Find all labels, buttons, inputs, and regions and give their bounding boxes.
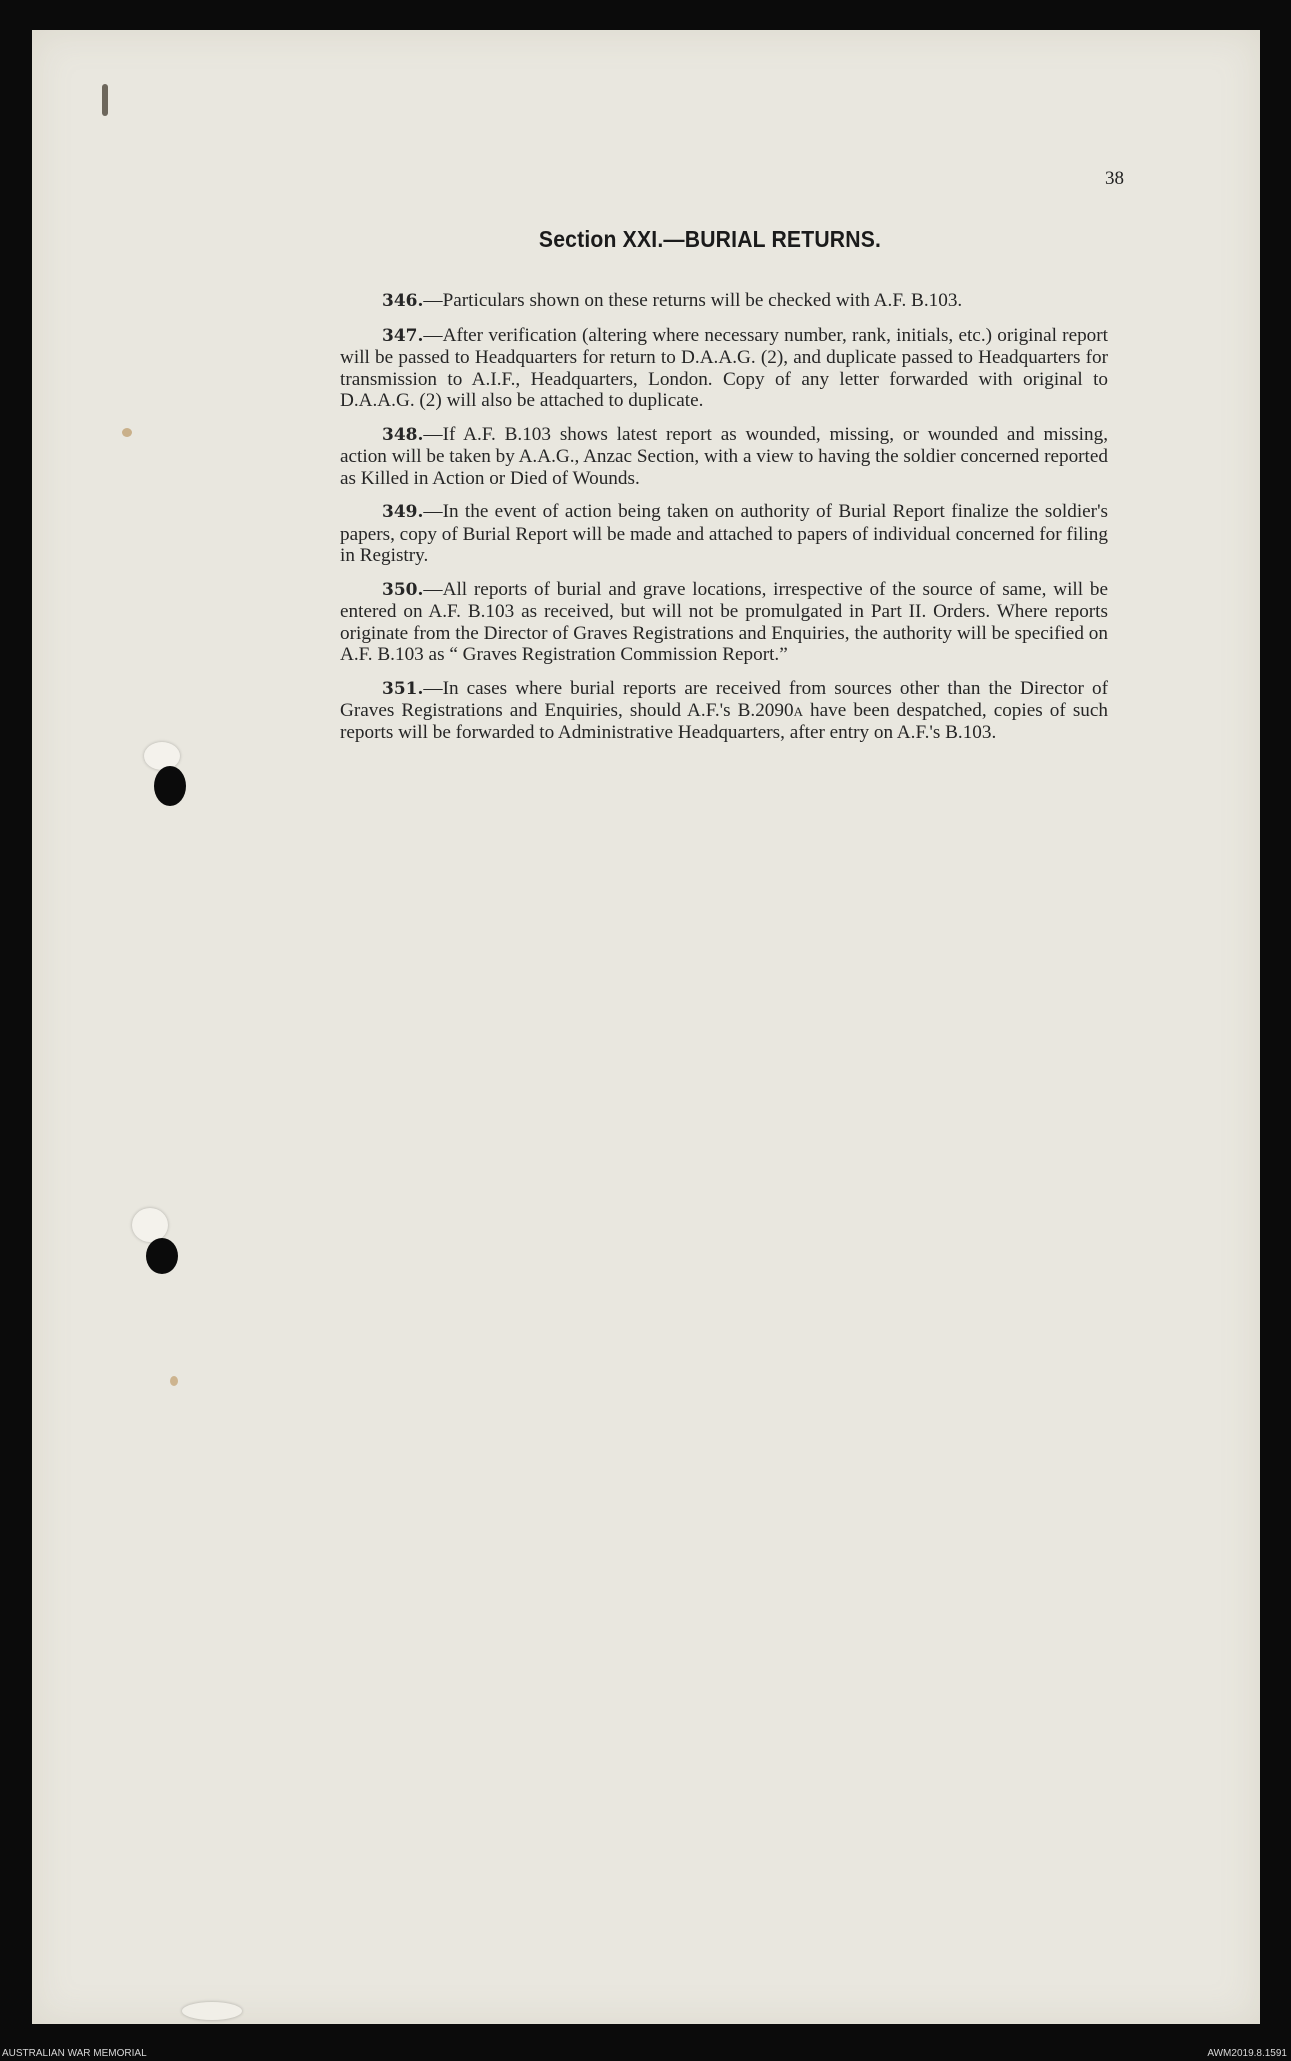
- paragraph-text: —After verification (altering where necessary number, rank, initials, etc.) original report will be passed to Headquarters for return to D.A.A.G. (2), and duplicate passed to Headquarters for transmission to A.I.F., Headquarters, London. Copy of any letter forwarded with original to D.A.A.G. (2) will also be attached to duplicate.: [340, 324, 1108, 411]
- paragraph-text: —All reports of burial and grave locations, irrespective of the source of same, will be entered on A.F. B.103 as received, but will not be promulgated in Part II. Orders. Where reports originate from the Director of Graves Registrations and Enquiries, the authority will be specified on A.F. B.103 as “ Graves Registration Commission Report.”: [340, 578, 1108, 665]
- paragraph-348: [340, 424, 1108, 490]
- punch-hole-tear-bottom: [132, 1208, 168, 1242]
- paragraph-text-small-caps: a: [793, 700, 803, 721]
- paragraph-number: 348.: [382, 424, 424, 445]
- paragraph-346: [340, 290, 1108, 313]
- paragraph-text: —Particulars shown on these returns will be checked with A.F. B.103.: [423, 290, 963, 311]
- footer-accession-number: AWM2019.8.1591: [1207, 2048, 1287, 2059]
- paragraph-347: [340, 325, 1108, 412]
- footer-credit: AUSTRALIAN WAR MEMORIAL: [2, 2048, 147, 2059]
- paragraph-text: —In cases where burial reports are received from sources other than the Director of Graves Registrations and Enquiries, should A.F.'s B.2090: [340, 677, 1108, 721]
- document-body: [340, 290, 1108, 755]
- edge-tear-bottom: [182, 2002, 242, 2020]
- paragraph-number: 347.: [382, 325, 424, 346]
- paragraph-text: have been despatched, copies of such reports will be forwarded to Administrative Headquarters, after entry on A.F.'s B.103.: [340, 700, 1108, 743]
- stain-spot: [102, 84, 108, 116]
- page-number: 38: [1105, 168, 1124, 189]
- stain-spot: [170, 1376, 178, 1386]
- paragraph-number: 346.: [382, 291, 424, 311]
- paragraph-text: —If A.F. B.103 shows latest report as wounded, missing, or wounded and missing, action will be taken by A.A.G., Anzac Section, with a view to having the soldier concerned reported as Killed in Action or Died of Wounds.: [340, 423, 1108, 489]
- paragraph-349: [340, 501, 1108, 567]
- paragraph-text: —In the event of action being taken on authority of Burial Report finalize the soldier's papers, copy of Burial Report will be made and attached to papers of individual concerned for filing in Registry.: [340, 501, 1108, 566]
- punch-hole-tear-top: [144, 742, 180, 770]
- punch-hole-top: [154, 766, 186, 806]
- paragraph-number: 349.: [382, 502, 424, 522]
- paragraph-number: 350.: [382, 579, 424, 600]
- punch-hole-bottom: [146, 1238, 178, 1274]
- paragraph-number: 351.: [382, 678, 424, 699]
- paragraph-351: [340, 678, 1108, 744]
- section-heading: Section XXI.—BURIAL RETURNS.: [538, 226, 882, 252]
- paragraph-350: [340, 579, 1108, 666]
- stain-spot: [122, 428, 132, 437]
